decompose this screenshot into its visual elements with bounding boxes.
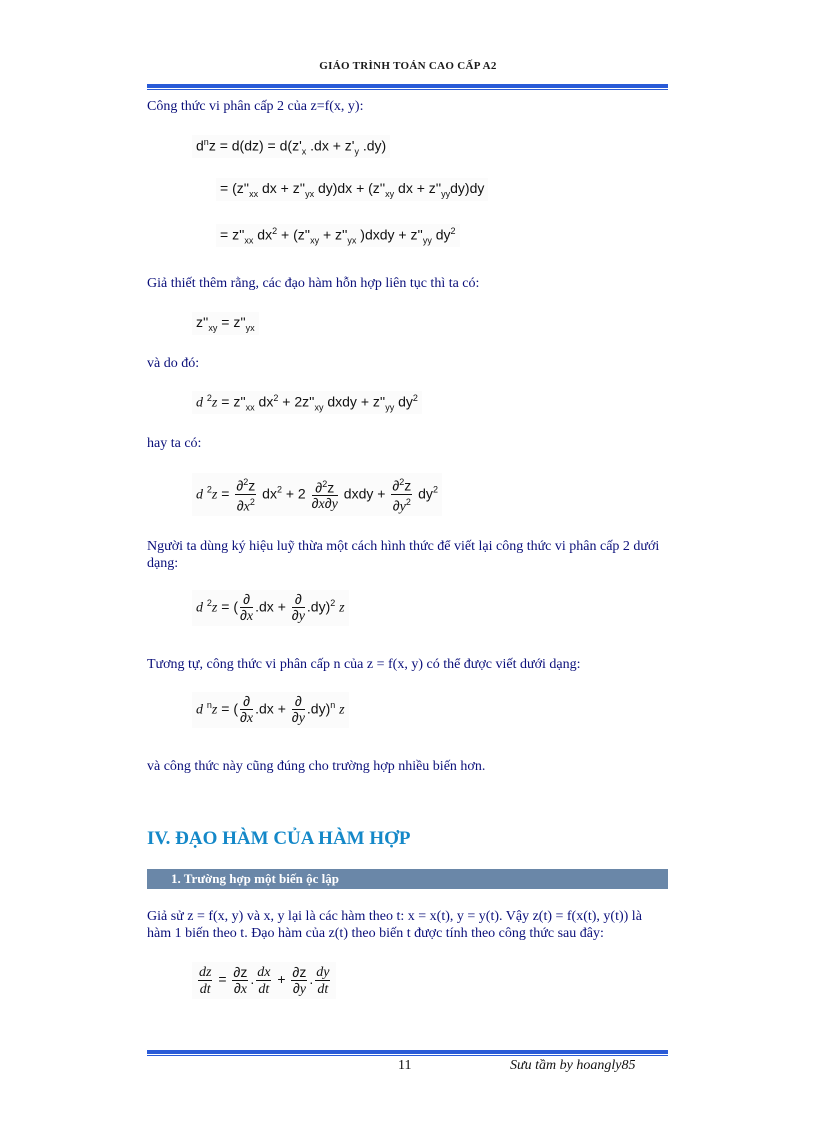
section-heading: IV. ĐẠO HÀM CỦA HÀM HỢP — [147, 828, 411, 849]
page-number: 11 — [398, 1058, 412, 1073]
footer-divider — [147, 1050, 668, 1056]
equation-d2z-line2: = ($z''_{xx}$ dx + $z''_{yx}$ $dy)dx + (z''_{xy}$ dx + $z''_{yy}dy)dy$ — [216, 178, 488, 201]
equation-d2z-operator: d $^2$z = ( $\frac{\partial}{\partial x}$ .dx + $\frac{\partial}{\partial y}$ .dy)$^2$ z — [192, 590, 349, 626]
equation-d2z-partial-fractions: d $^2$z = $\frac{\partial^2z}{\partial x^2}$ $dx^2 + 2$ $\frac{\partial^2z}{\partial x\partial y}$ dxdy + $\frac{\partial^2z}{\partial y^2}$ $dy^2$ — [192, 473, 442, 516]
paragraph-power-notation: Người ta dùng ký hiệu luỹ thừa một cách hình thức để viết lại công thức vi phân cấp 2 dưới dạng: — [147, 539, 660, 571]
paragraph-nth-order: Tương tự, công thức vi phân cấp n của z = f(x, y) có thể được viết dưới dạng: — [147, 657, 581, 672]
paragraph-generalization: và công thức này cũng đúng cho trường hợp nhiều biến hơn. — [147, 759, 486, 774]
header-divider — [147, 84, 668, 90]
paragraph-composite: Giả sử z = f(x, y) và x, y lại là các hàm theo t: x = x(t), y = y(t). Vậy z(t) = f(x(t), y(t)) là hàm 1 biến theo t. Đạo hàm của z(t) theo biến t được tính theo công thức sau đây: — [147, 909, 642, 941]
subsection-heading: 1. Trường hợp một biến ộc lập — [147, 869, 668, 889]
equation-d2z-simplified: d $^2z = z''_{xx}$ $dx^2 + 2z''_{xy}$ dxdy + $z''_{yy}$ $dy^2$ — [192, 391, 422, 414]
equation-d2z-line1: $d^nz = d(dz) = d(z'_x$ $.dx + z'_y$ .dy) — [192, 135, 390, 158]
footer-credit: Sưu tầm by hoangly85 — [510, 1058, 636, 1073]
paragraph-intro: Công thức vi phân cấp 2 của z=f(x, y): — [147, 99, 364, 114]
paragraph-therefore: và do đó: — [147, 356, 200, 371]
equation-chain-rule: $\frac{dz}{dt}$ = $\frac{\partial z}{\partial x}$ . $\frac{dx}{dt}$ + $\frac{\partial z}{\partial y}$ . $\frac{dy}{dt}$ — [192, 962, 336, 999]
page-header-title: GIÁO TRÌNH TOÁN CAO CẤP A2 — [319, 60, 497, 72]
paragraph-or: hay ta có: — [147, 436, 202, 451]
equation-mixed-partials: $z''_{xy} = z''_{yx}$ — [192, 312, 259, 335]
equation-dnz-operator: d $^n$z = ( $\frac{\partial}{\partial x}$ .dx + $\frac{\partial}{\partial y}$ .dy)$^n$ z — [192, 692, 349, 728]
paragraph-assumption: Giả thiết thêm rằng, các đạo hàm hỗn hợp liên tục thì ta có: — [147, 276, 480, 291]
equation-d2z-line3: = $z''_{xx}$ $dx^2 + (z''_{xy} + z''_{yx}$ )dxdy + $z''_{yy}$ $dy^2$ — [216, 224, 460, 247]
